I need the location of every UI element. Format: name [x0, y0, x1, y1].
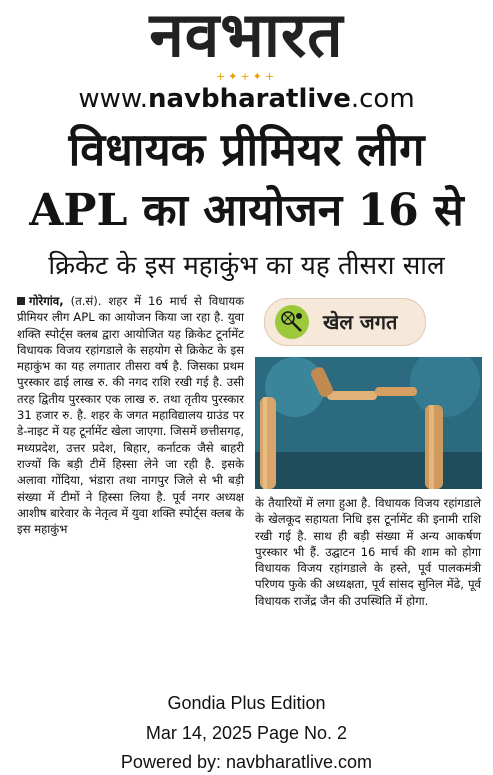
decorative-stars: +✦+✦+	[215, 70, 278, 83]
site-suffix: .com	[350, 84, 415, 114]
footer-edition: Gondia Plus Edition	[167, 693, 326, 713]
section-badge-label: खेल जगत	[323, 310, 398, 334]
site-prefix: www.	[78, 84, 148, 114]
cricket-stumps-photo	[255, 357, 482, 489]
headline-secondary: APL का आयोजन 16 से	[29, 185, 464, 236]
article-text-left: (त.सं). शहर में 16 मार्च से विधायक प्रीमियर लीग APL का आयोजन किया जा रहा है. युवा शक्ति स्पोर्ट्स क्लब द्वारा आयोजित यह क्रिकेट टूर्नामेंट विधायक विजय रहांगडाले के सहयोग से क्रिकेट के इस महाकुंभ का यह लगातार तीसरा वर्ष है. जिसका प्रथम पुरस्कार ढाई लाख रु. की नगद राशि रखी गई है. उसी तरह द्वितीय पुरस्कार एक लाख रु. तथा तृतीय पुरस्कार 31 हजार रु. है. शहर के जगत महाविद्यालय ग्राउंड पर डे-नाइट में यह टूर्नामेंट खेला जाएगा. जिसमें छत्तीसगढ़, मध्यप्रदेश, उत्तर प्रदेश, बिहार, कर्नाटक जैसे बाहरी राज्यों कि बड़ी टीमें हिस्सा लेने जा रही है. इसके अलावा गोंदिया, भंडारा तथा नागपुर जिले से भी बड़ी संख्या में टीमों ने हिस्सा लिया है. पूर्व नगर अध्यक्ष आशीष बारेवार के नेतृत्व में युवा शक्ति स्पोर्ट्स क्लब के इस महाकुंभ	[17, 294, 244, 537]
footer-date-page: Mar 14, 2025 Page No. 2	[145, 723, 348, 743]
article-column-right: के तैयारियों में लगा हुआ है. विधायक विजय रहांगडाले के खेलकूद सहायता निधि इस टूर्नामेंट की इनामी राशि रखी गई है. साथ ही बड़ी संख्या में अन्य आकर्षण पुरस्कार भी हैं. उद्घाटन 16 मार्च की शाम को होगा विधायक विजय रहांगडाले के हस्ते, पूर्व पालकमंत्री परिणय फुके की अध्यक्षता, पूर्व सांसद सुनिल मेंढे, पूर्व विधायक राजेंद्र जैन की उपस्थिति में होगा.	[255, 496, 481, 608]
newspaper-logo: नवभारत	[149, 0, 344, 71]
headline-primary: विधायक प्रीमियर लीग	[68, 123, 425, 176]
article-column-left	[17, 293, 244, 537]
site-url	[0, 84, 493, 114]
section-badge	[264, 298, 426, 346]
bullet-square-icon	[17, 297, 25, 305]
site-name: navbharatlive	[148, 84, 351, 114]
sports-icon	[275, 305, 309, 339]
masthead	[0, 0, 493, 120]
dateline: गोरेगांव,	[29, 294, 64, 308]
footer-powered-by: Powered by: navbharatlive.com	[120, 752, 373, 772]
subheadline: क्रिकेट के इस महाकुंभ का यह तीसरा साल	[48, 251, 445, 281]
